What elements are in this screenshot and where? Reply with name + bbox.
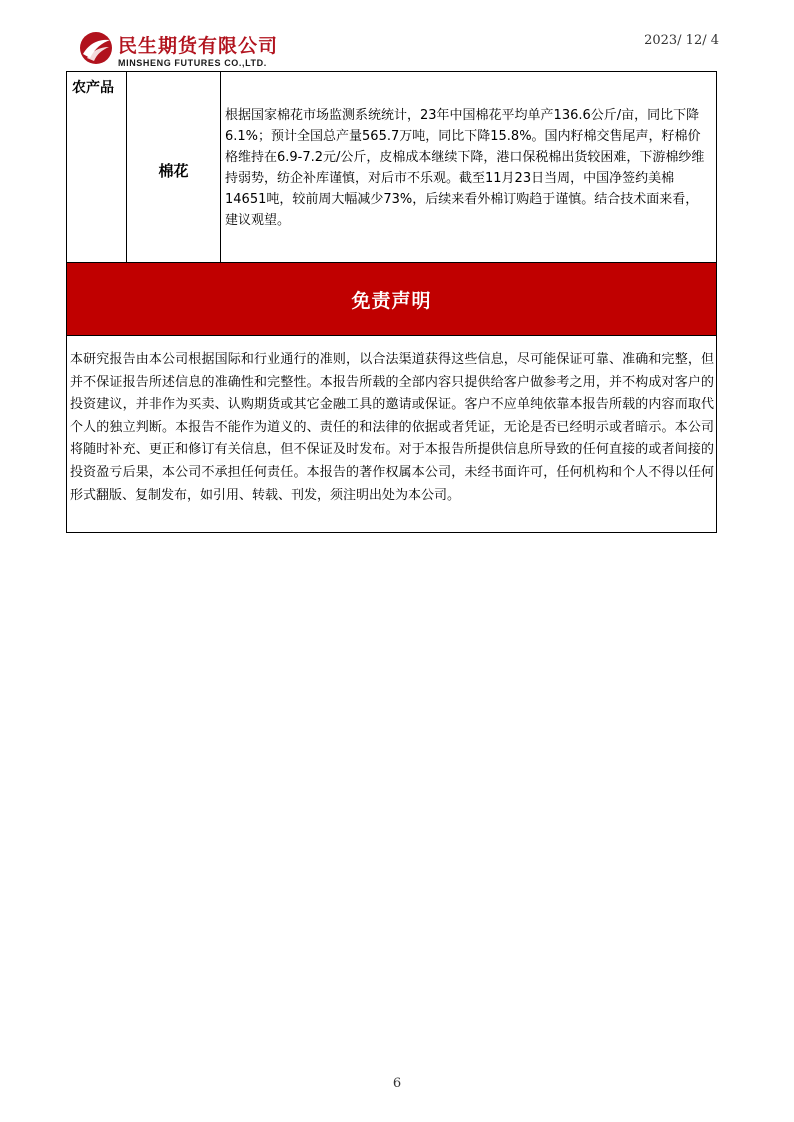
company-name-en: MINSHENG FUTURES CO.,LTD.: [118, 58, 267, 68]
page-header: [0, 0, 794, 72]
swoosh-logo-icon: [78, 30, 114, 66]
content-table: [66, 71, 717, 533]
company-name-cn: 民生期货有限公司: [118, 35, 279, 57]
analysis-cell: [221, 72, 716, 262]
category-label: 农产品: [72, 80, 114, 96]
analysis-text: 根据国家棉花市场监测系统统计，23年中国棉花平均单产136.6公斤/亩，同比下降6.1%；预计全国总产量565.7万吨，同比下降15.8%。国内籽棉交售尾声，籽棉价格维持在6.9-7.2元/公斤，皮棉成本继续下降，港口保税棉出货较困难，下游棉纱维持弱势，纺企补库谨慎，对后市不乐观。截至11月23日当周，中国净签约美棉14651吨，较前周大幅减少73%，后续来看外棉订购趋于谨慎。结合技术面来看，建议观望。: [225, 108, 705, 228]
disclaimer-text: 本研究报告由本公司根据国际和行业通行的准则，以合法渠道获得这些信息，尽可能保证可靠、准确和完整，但并不保证报告所述信息的准确性和完整性。本报告所载的全部内容只提供给客户做参考之用，并不构成对客户的投资建议，并非作为买卖、认购期货或其它金融工具的邀请或保证。客户不应单纯依靠本报告所载的内容而取代个人的独立判断。本报告不能作为道义的、责任的和法律的依据或者凭证，无论是否已经明示或者暗示。本公司将随时补充、更正和修订有关信息，但不保证及时发布。对于本报告所提供信息所导致的任何直接的或者间接的投资盈亏后果，本公司不承担任何责任。本报告的著作权属本公司，未经书面许可，任何机构和个人不得以任何形式翻版、复制发布，如引用、转载、刊发，须注明出处为本公司。: [70, 352, 714, 503]
product-cell: [127, 72, 221, 262]
disclaimer-banner: [67, 262, 716, 336]
category-cell: [67, 72, 127, 262]
report-date: 2023/ 12/ 4: [644, 33, 719, 48]
product-label: 棉花: [158, 162, 189, 180]
disclaimer-title: 免责声明: [351, 289, 432, 312]
page-number: 6: [392, 1076, 402, 1091]
